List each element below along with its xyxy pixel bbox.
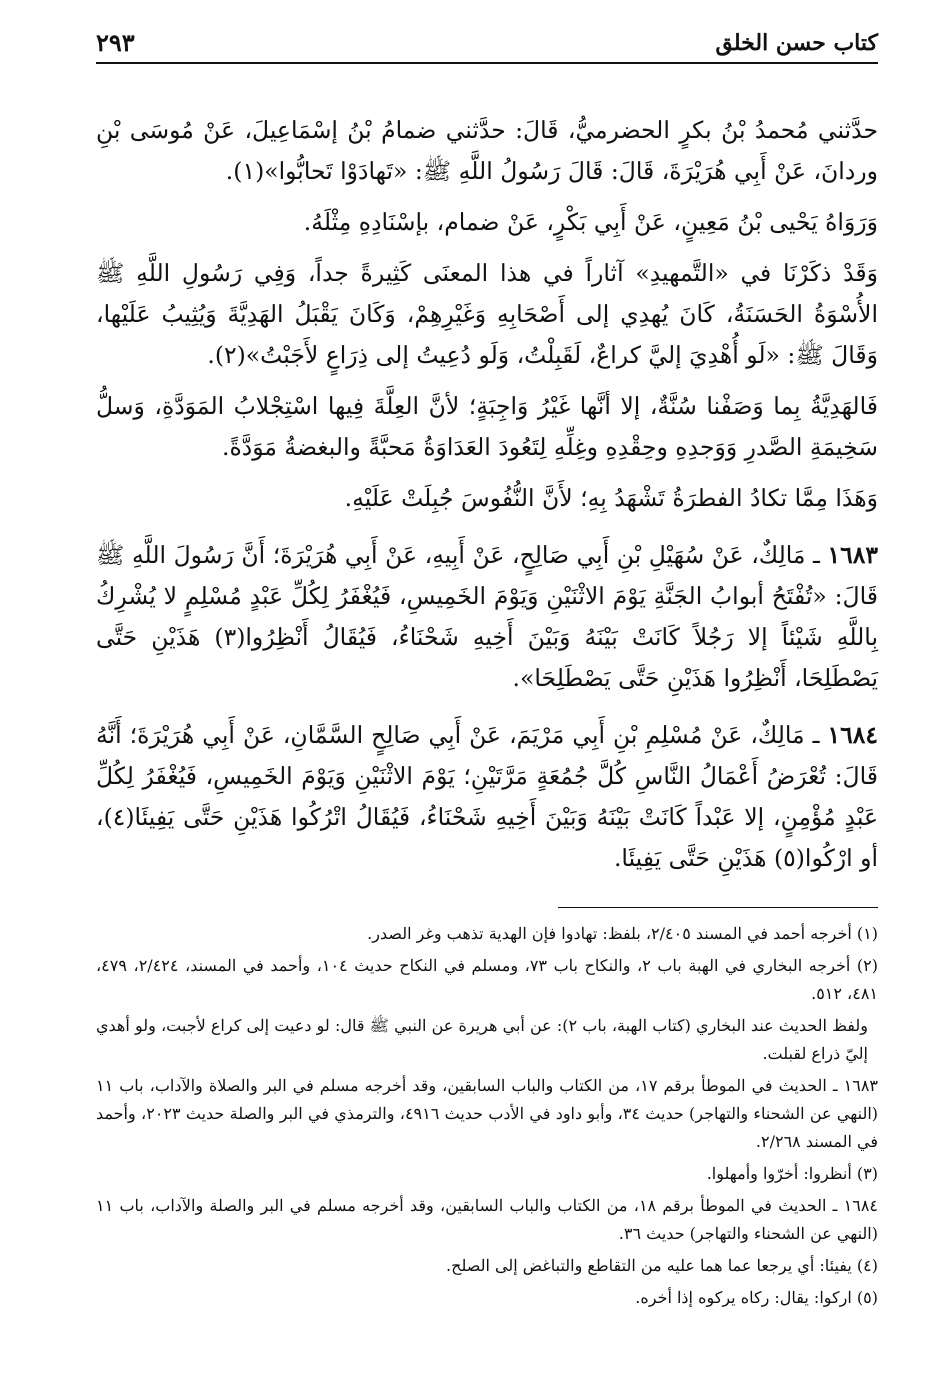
paragraph-5: وَهَذَا مِمَّا تكادُ الفطرَةُ تَشْهَدُ بِهِ؛ لأَنَّ النُّفُوسَ جُبِلَتْ عَلَيْهِ. — [344, 484, 878, 512]
hadith-number: ١٦٨٣ — [827, 541, 878, 569]
hadith-1684 — [96, 715, 878, 879]
footnote-5: (٥) اركوا: يقال: ركاه يركوه إذا أخره. — [635, 1288, 878, 1307]
main-text — [96, 110, 878, 879]
paragraph-2: وَرَوَاهُ يَحْيى بْنُ مَعِينٍ، عَنْ أَبِي بَكْرٍ، عَنْ ضمام، بإسْنَادِهِ مِثْلَهُ. — [303, 208, 878, 236]
footnote-separator — [558, 907, 878, 908]
page-number: ٢٩٣ — [96, 28, 135, 57]
footnote-1683: ١٦٨٣ ـ الحديث في الموطأ برقم ١٧، من الكتاب والباب السابقين، وقد أخرجه مسلم في البر والصلاة والآداب، باب ١١ (النهي عن الشحناء والتهاجر) حديث ٣٤، وأبو داود في الأدب حديث ٤٩١٦، والترمذي في البر والصلة حديث ٢٠٢٣، وأحمد في المسند ٢/٢٦٨. — [96, 1076, 879, 1151]
footnote-2-cont: ولفظ الحديث عند البخاري (كتاب الهبة، باب ٢): عن أبي هريرة عن النبي ﷺ قال: لو دعيت إلى كراع لأجبت، ولو أهدي إليّ ذراع لقبلت. — [96, 1016, 869, 1063]
hadith-text: ـ مَالِكٌ، عَنْ سُهَيْلِ بْنِ أَبِي صَالِحٍ، عَنْ أَبِيهِ، عَنْ أَبِي هُرَيْرَةَ؛ أَنَّ رَسُولَ اللَّهِ ﷺ قَالَ: «تُفْتَحُ أبوابُ الجَنَّةِ يَوْمَ الاثْنَيْنِ وَيَوْمَ الخَمِيسِ، فَيُغْفَرُ لِكُلِّ عَبْدٍ مُسْلِمٍ لا يُشْرِكُ بِاللَّهِ شَيْئاً إلا رَجُلاً كَانَتْ بَيْنَهُ وَبَيْنَ أَخِيهِ شَحْنَاءُ، فَيُقَالُ أَنْظِرُوا(٣) هَذَيْنِ حَتَّى يَصْطَلِحَا، أَنْظِرُوا هَذَيْنِ حَتَّى يَصْطَلِحَا». — [96, 541, 878, 692]
footnote-1684: ١٦٨٤ ـ الحديث في الموطأ برقم ١٨، من الكتاب والباب السابقين، وقد أخرجه مسلم في البر والصلة والآداب، باب ١١ (النهي عن الشحناء والتهاجر) حديث ٣٦. — [96, 1196, 879, 1243]
footnote-2: (٢) أخرجه البخاري في الهبة باب ٢، والنكاح باب ٧٣، ومسلم في النكاح حديث ١٠٤، وأحمد في المسند، ٢/٤٢٤، ٤٧٩، ٤٨١، ٥١٢. — [96, 956, 879, 1003]
paragraph-1: حدَّثني مُحمدُ بْنُ بكرٍ الحضرميُّ، قَالَ: حدَّثني ضمامُ بْنُ إسْمَاعِيلَ، عَنْ مُوسَى بْنِ وردانَ، عَنْ أَبِي هُرَيْرَةَ، قَالَ: قَالَ رَسُولُ اللَّهِ ﷺ: «تَهادَوْا تَحابُّوا»(١). — [96, 116, 878, 185]
footnote-3: (٣) أنظروا: أخرّوا وأمهلوا. — [706, 1164, 878, 1183]
hadith-1683 — [96, 535, 878, 699]
footnotes — [96, 920, 878, 1312]
paragraph-3: وَقَدْ ذكَرْنَا في «التَّمهيدِ» آثاراً في هذا المعنَى كَثِيرةً جداً، وَفِي رَسُولِ اللَّهِ ﷺ الأُسْوَةُ الحَسَنَةُ، كَانَ يُهدِي إلى أَصْحَابِهِ وَغَيْرِهِمْ، وَكَانَ يَقْبَلُ الهَدِيَّةَ وَيُثِيبُ عَلَيْها، وَقَالَ ﷺ: «لَو أُهْدِيَ إليَّ كراعٌ، لَقَبِلْتُ، وَلَو دُعِيتُ إلى ذِرَاعٍ لأَجَبْتُ»(٢). — [96, 259, 878, 369]
header-rule — [96, 62, 878, 64]
book-page — [96, 26, 878, 1316]
paragraph-4: فَالهَدِيَّةُ بِما وَصَفْنا سُنَّةٌ، إلا أنَّها غَيْرُ وَاجِبَةٍ؛ لأنَّ العِلَّةَ فِيها اسْتِجْلابُ المَوَدَّةِ، وَسلُّ سَخِيمَةِ الصَّدرِ وَوَجدِهِ وحِقْدِهِ وغِلِّهِ لِتَعُودَ العَدَاوَةُ مَحبَّةً والبغضةُ مَوَدَّةً. — [96, 392, 878, 461]
hadith-number: ١٦٨٤ — [827, 721, 878, 749]
hadith-text: ـ مَالِكٌ، عَنْ مُسْلِمِ بْنِ أَبِي مَرْيَمَ، عَنْ أَبِي صَالِحٍ السَّمَّانِ، عَنْ أَبِي هُرَيْرَةَ؛ أَنَّهُ قَالَ: تُعْرَضُ أَعْمَالُ النَّاسِ كُلَّ جُمُعَةٍ مَرَّتَيْنِ؛ يَوْمَ الاثْنَيْنِ وَيَوْمَ الخَمِيسِ، فَيُغْفَرُ لِكُلِّ عَبْدٍ مُؤْمِنٍ، إلا عَبْداً كَانَتْ بَيْنَهُ وَبَيْنَ أَخِيهِ شَحْنَاءُ، فَيُقَالُ اتْرُكُوا هَذَيْنِ حَتَّى يَفِيئَا(٤)، أو ارْكُوا(٥) هَذَيْنِ حَتَّى يَفِيئَا. — [96, 721, 878, 872]
footnote-1: (١) أخرجه أحمد في المسند ٢/٤٠٥، بلفظ: تهادوا فإن الهدية تذهب وغر الصدر. — [367, 924, 878, 943]
running-header — [96, 26, 878, 70]
footnote-4: (٤) يفيئا: أي يرجعا عما هما عليه من التقاطع والتباغض إلى الصلح. — [446, 1256, 878, 1275]
book-title: كتاب حسن الخلق — [715, 30, 878, 56]
